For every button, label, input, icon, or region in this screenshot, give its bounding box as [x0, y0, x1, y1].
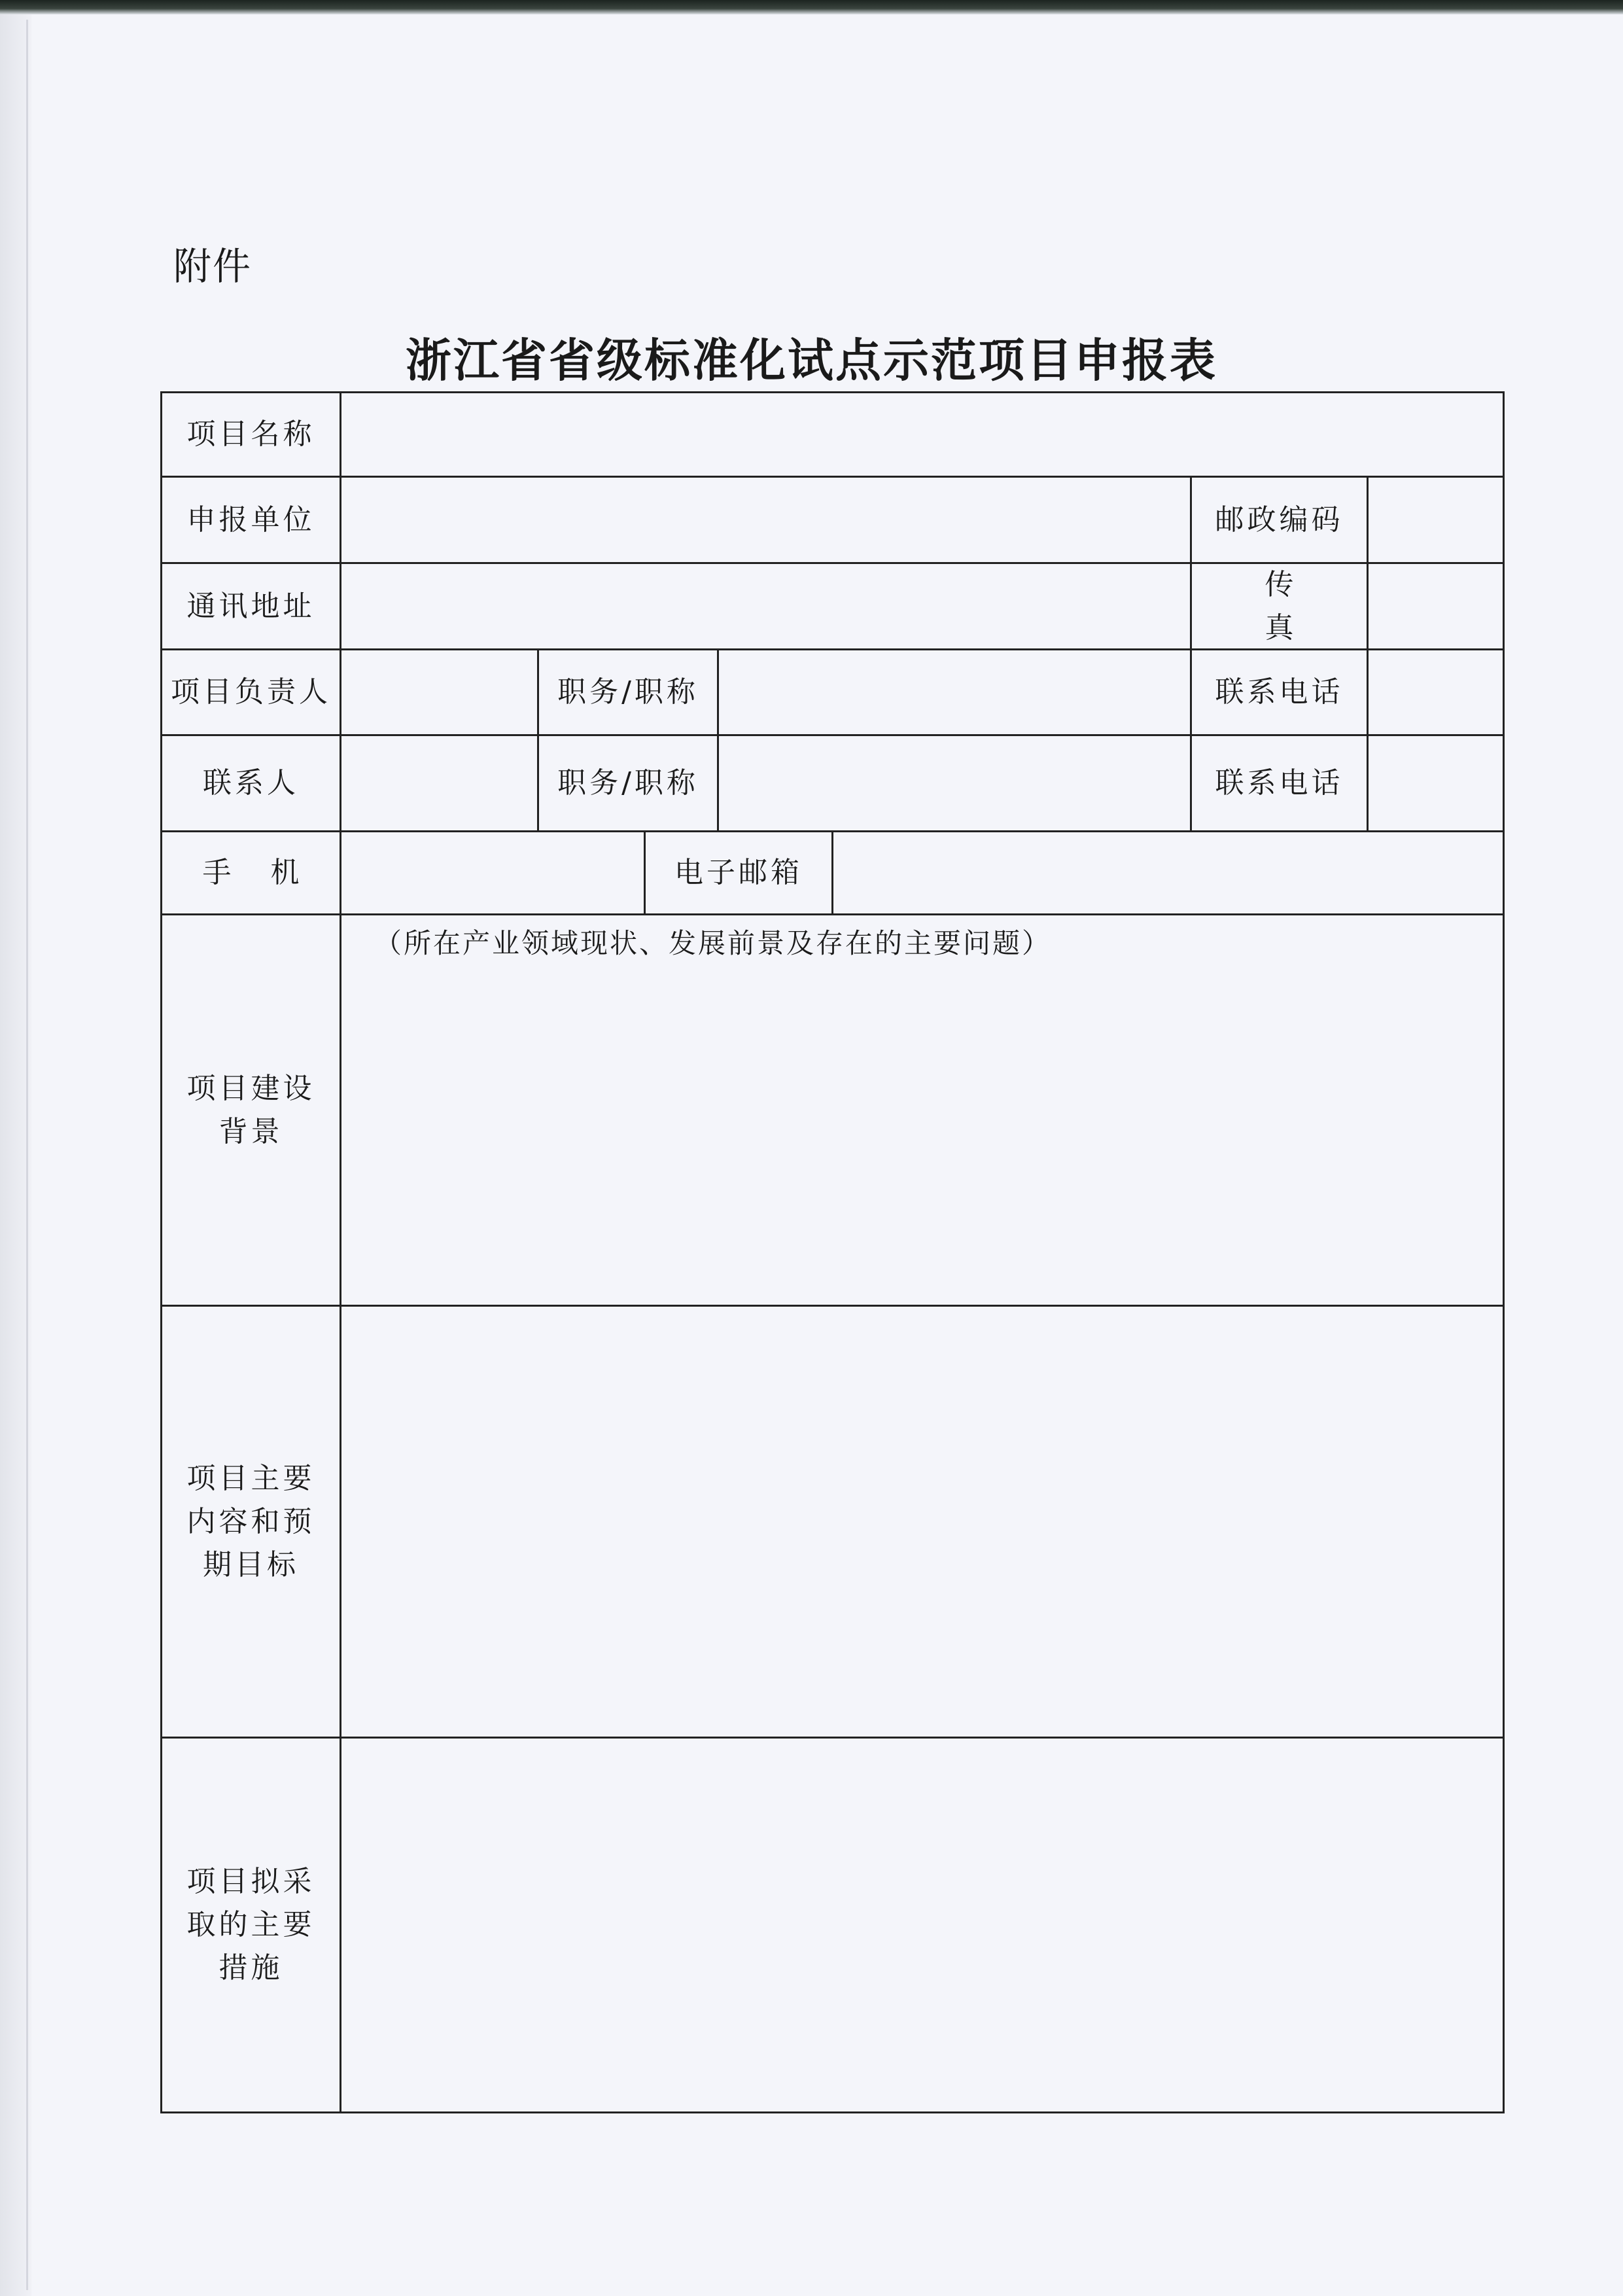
position-title-field-1[interactable]: [719, 650, 1192, 734]
content-goals-field[interactable]: [341, 1307, 1503, 1737]
project-background-field[interactable]: [341, 915, 1503, 1305]
position-title-label-1: 职务/职称: [539, 650, 719, 734]
project-name-field[interactable]: [341, 393, 1503, 476]
phone-label-2: 联系电话: [1192, 736, 1369, 830]
contact-person-field[interactable]: [341, 736, 539, 830]
phone-field-1[interactable]: [1369, 650, 1503, 734]
phone-field-2[interactable]: [1369, 736, 1503, 830]
project-background-note: （所在产业领域现状、发展前景及存在的主要问题）: [374, 927, 1052, 959]
row-applicant-unit: [162, 478, 1503, 564]
row-project-name: [162, 393, 1503, 478]
fax-label: 传真: [1192, 564, 1369, 648]
row-address: [162, 564, 1503, 650]
row-mobile-email: [162, 832, 1503, 915]
measures-label: 项目拟采 取的主要 措施: [162, 1739, 341, 2111]
row-project-leader: [162, 650, 1503, 736]
email-field[interactable]: [833, 832, 1503, 913]
address-label: 通讯地址: [162, 564, 341, 648]
project-name-label: 项目名称: [162, 393, 341, 476]
position-title-field-2[interactable]: [719, 736, 1192, 830]
attachment-label: 附件: [173, 244, 253, 289]
application-form-table: [160, 391, 1505, 2113]
position-title-label-2: 职务/职称: [539, 736, 719, 830]
scan-top-edge: [0, 0, 1623, 14]
row-measures: [162, 1739, 1503, 2111]
page-title: 浙江省省级标准化试点示范项目申报表: [406, 334, 1217, 387]
phone-label-1: 联系电话: [1192, 650, 1369, 734]
row-project-background: [162, 915, 1503, 1307]
row-contact-person: [162, 736, 1503, 832]
mobile-field[interactable]: [341, 832, 646, 913]
applicant-unit-field[interactable]: [341, 478, 1192, 562]
row-content-goals: [162, 1307, 1503, 1739]
project-leader-label: 项目负责人: [162, 650, 341, 734]
mobile-label: 手机: [162, 832, 341, 913]
project-leader-field[interactable]: [341, 650, 539, 734]
address-field[interactable]: [341, 564, 1192, 648]
email-label: 电子邮箱: [646, 832, 833, 913]
content-goals-label: 项目主要 内容和预 期目标: [162, 1307, 341, 1737]
measures-field[interactable]: [341, 1739, 1503, 2111]
fax-field[interactable]: [1369, 564, 1503, 648]
project-background-label: 项目建设 背景: [162, 915, 341, 1305]
postal-code-field[interactable]: [1369, 478, 1503, 562]
postal-code-label: 邮政编码: [1192, 478, 1369, 562]
applicant-unit-label: 申报单位: [162, 478, 341, 562]
contact-person-label: 联系人: [162, 736, 341, 830]
